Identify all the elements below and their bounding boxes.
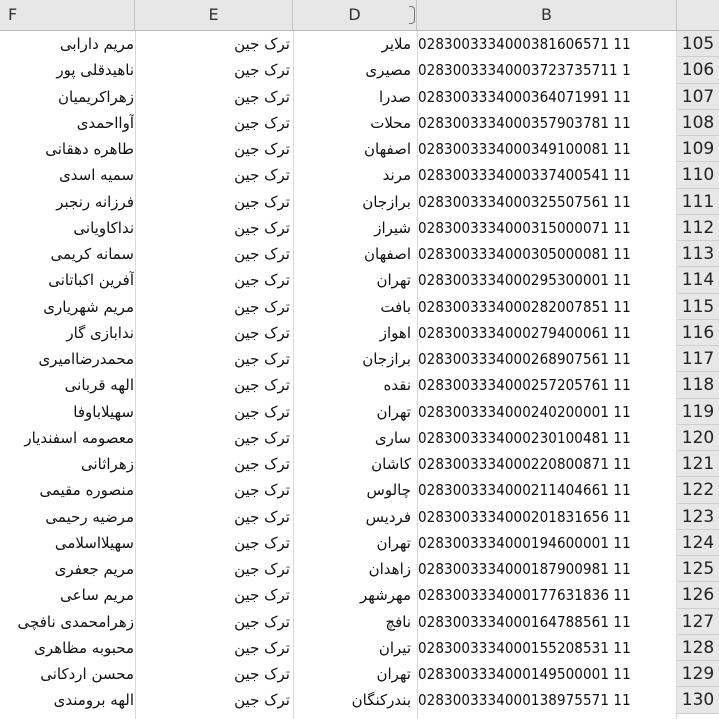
cell-code[interactable]: 0283003334000187900981 11	[418, 560, 631, 578]
cell-code[interactable]: 0283003334000381606571 11	[418, 35, 631, 53]
cell-code[interactable]: 0283003334000305000081 11	[418, 245, 631, 263]
cell-code[interactable]: 0283003334000325507561 11	[418, 192, 631, 211]
cell-city[interactable]: محلات	[370, 113, 411, 132]
cell-name[interactable]: الهه قربانی	[64, 376, 134, 395]
cell-code[interactable]: 0283003334000230100481 11	[418, 428, 631, 447]
cell-brand[interactable]: ترک جین	[234, 428, 290, 447]
cell-code[interactable]: 0283003334000177631836 11	[418, 586, 631, 605]
cell-code[interactable]: 0283003334000155208531 11	[418, 638, 631, 657]
table-row	[0, 530, 719, 556]
cell-city[interactable]: مرند	[382, 166, 411, 185]
cell-city[interactable]: مصیری	[365, 61, 411, 80]
cell-brand[interactable]: ترک جین	[234, 560, 290, 578]
table-row	[0, 189, 719, 215]
hidden-column-marker[interactable]	[409, 6, 415, 24]
table-row	[0, 372, 719, 398]
row-number[interactable]: 108	[677, 110, 719, 136]
cell-name[interactable]: زهراکریمیان	[58, 87, 134, 106]
cell-brand[interactable]: ترک جین	[234, 665, 290, 683]
cell-code[interactable]: 0283003334000201831656 11	[418, 507, 631, 526]
row-number[interactable]: 125	[677, 556, 719, 582]
cell-code[interactable]: 0283003334000295300001 11	[418, 271, 631, 290]
corner-header	[677, 0, 719, 30]
table-row	[0, 241, 719, 267]
cell-name[interactable]: محمدرضاامیری	[38, 350, 134, 368]
row-number[interactable]: 118	[677, 372, 719, 398]
cell-code[interactable]: 0283003334000282007851 11	[418, 297, 631, 316]
cell-name[interactable]: مریم جعفری	[54, 560, 134, 578]
cell-code[interactable]: 0283003334000164788561 11	[418, 612, 631, 631]
table-row	[0, 320, 719, 346]
cell-brand[interactable]: ترک جین	[234, 192, 290, 211]
table-row	[0, 162, 719, 188]
table-row	[0, 267, 719, 293]
cell-brand[interactable]: ترک جین	[234, 140, 290, 158]
cell-city[interactable]: اصفهان	[364, 245, 411, 263]
cell-name[interactable]: محبوبه مظاهری	[34, 638, 134, 657]
cell-city[interactable]: بافت	[380, 297, 411, 316]
table-row	[0, 294, 719, 320]
cell-name[interactable]: الهه برومندی	[53, 691, 134, 710]
table-row	[0, 215, 719, 241]
table-row	[0, 687, 719, 713]
cell-brand[interactable]: ترک جین	[234, 507, 290, 526]
cell-code[interactable]: 0283003334000194600001 11	[418, 533, 631, 552]
table-row	[0, 451, 719, 477]
table-row	[0, 635, 719, 661]
cell-brand[interactable]: ترک جین	[234, 376, 290, 395]
row-number[interactable]: 113	[677, 241, 719, 267]
row-number[interactable]: 127	[677, 609, 719, 635]
cell-code[interactable]: 0283003334000257205761 11	[418, 376, 631, 395]
cell-name[interactable]: فرزانه رنجبر	[56, 192, 134, 211]
row-number[interactable]: 130	[677, 687, 719, 713]
row-number[interactable]: 117	[677, 346, 719, 372]
cell-city[interactable]: نقده	[383, 376, 411, 395]
cell-name[interactable]: معصومه اسفندیار	[24, 428, 134, 447]
cell-city[interactable]: ساری	[374, 428, 411, 447]
row-number[interactable]: 116	[677, 320, 719, 346]
cell-city[interactable]: بندرکنگان	[351, 691, 411, 710]
table-row	[0, 477, 719, 503]
column-header-d[interactable]: D	[293, 0, 417, 30]
cell-name[interactable]: سهیلاباوفا	[73, 402, 134, 421]
table-row	[0, 136, 719, 162]
cell-city[interactable]: تهران	[376, 533, 411, 552]
cell-brand[interactable]: ترک جین	[234, 166, 290, 185]
cell-brand[interactable]: ترک جین	[234, 35, 290, 53]
row-number[interactable]: 129	[677, 661, 719, 687]
cell-code[interactable]: 0283003334000138975571 11	[418, 691, 631, 710]
cell-brand[interactable]: ترک جین	[234, 638, 290, 657]
cell-city[interactable]: صدرا	[378, 87, 411, 106]
cell-city[interactable]: تهران	[376, 402, 411, 421]
cell-name[interactable]: زهراثانی	[80, 455, 134, 473]
row-number[interactable]: 115	[677, 294, 719, 320]
row-number[interactable]: 121	[677, 451, 719, 477]
table-row	[0, 556, 719, 582]
row-number[interactable]: 106	[677, 57, 719, 83]
cell-brand[interactable]: ترک جین	[234, 87, 290, 106]
table-row	[0, 57, 719, 83]
cell-city[interactable]: تهران	[376, 271, 411, 290]
cell-code[interactable]: 02830033340003723735711 1	[418, 61, 631, 80]
cell-brand[interactable]: ترک جین	[234, 323, 290, 342]
cell-name[interactable]: سمانه کریمی	[50, 245, 134, 263]
cell-brand[interactable]: ترک جین	[234, 297, 290, 316]
cell-name[interactable]: زهرامحمدی نافچی	[17, 612, 134, 631]
cell-name[interactable]: آفرین اکباتانی	[48, 271, 134, 290]
cell-code[interactable]: 0283003334000240200001 11	[418, 402, 631, 421]
cell-city[interactable]: برازجان	[362, 350, 411, 368]
cell-brand[interactable]: ترک جین	[234, 245, 290, 263]
cell-city[interactable]: شیراز	[374, 218, 411, 237]
cell-city[interactable]: تهران	[376, 665, 411, 683]
row-number[interactable]: 123	[677, 504, 719, 530]
cell-name[interactable]: سمیه اسدی	[59, 166, 134, 185]
cell-city[interactable]: برازجان	[362, 192, 411, 211]
cell-code[interactable]: 0283003334000149500001 11	[418, 665, 631, 683]
cell-name[interactable]: منصوره مقیمی	[39, 481, 134, 500]
cell-code[interactable]: 0283003334000211404661 11	[418, 481, 631, 500]
row-number[interactable]: 119	[677, 399, 719, 425]
row-number[interactable]: 112	[677, 215, 719, 241]
cell-brand[interactable]: ترک جین	[234, 218, 290, 237]
cell-name[interactable]: آوااحمدی	[76, 113, 134, 132]
table-row	[0, 582, 719, 608]
row-number[interactable]: 114	[677, 267, 719, 293]
cell-name[interactable]: سهیلااسلامی	[54, 533, 134, 552]
cell-code[interactable]: 0283003334000364071991 11	[418, 87, 631, 106]
rows-container	[0, 31, 719, 714]
cell-brand[interactable]: ترک جین	[234, 271, 290, 290]
cell-city[interactable]: کاشان	[371, 455, 411, 473]
column-header-e[interactable]: E	[135, 0, 293, 30]
cell-code[interactable]: 0283003334000315000071 11	[418, 218, 631, 237]
cell-brand[interactable]: ترک جین	[234, 612, 290, 631]
column-header-bar	[0, 0, 719, 31]
column-header-b[interactable]: B	[417, 0, 677, 30]
table-row	[0, 609, 719, 635]
cell-name[interactable]: ناهیدقلی پور	[56, 61, 134, 80]
cell-code[interactable]: 0283003334000357903781 11	[418, 113, 631, 132]
cell-name[interactable]: نداکاویانی	[73, 218, 134, 237]
row-number[interactable]: 126	[677, 582, 719, 608]
table-row	[0, 84, 719, 110]
row-number[interactable]: 120	[677, 425, 719, 451]
row-number[interactable]: 109	[677, 136, 719, 162]
column-header-f[interactable]: F	[0, 0, 135, 30]
row-number[interactable]: 128	[677, 635, 719, 661]
cell-city[interactable]: اهواز	[379, 323, 411, 342]
row-number[interactable]: 111	[677, 189, 719, 215]
table-row	[0, 399, 719, 425]
row-number[interactable]: 124	[677, 530, 719, 556]
cell-city[interactable]: مهرشهر	[360, 586, 411, 605]
cell-city[interactable]: چالوس	[366, 481, 411, 500]
row-number[interactable]: 110	[677, 162, 719, 188]
cell-code[interactable]: 0283003334000268907561 11	[418, 350, 631, 368]
cell-brand[interactable]: ترک جین	[234, 481, 290, 500]
table-row	[0, 504, 719, 530]
cell-brand[interactable]: ترک جین	[234, 113, 290, 132]
row-number[interactable]: 105	[677, 31, 719, 57]
cell-name[interactable]: مرضیه رحیمی	[45, 507, 134, 526]
table-row	[0, 31, 719, 57]
table-row	[0, 110, 719, 136]
cell-city[interactable]: اصفهان	[364, 140, 411, 158]
cell-name[interactable]: محسن اردکانی	[40, 665, 134, 683]
cell-city[interactable]: زاهدان	[368, 560, 411, 578]
cell-name[interactable]: مریم دارابی	[59, 35, 134, 53]
cell-brand[interactable]: ترک جین	[234, 455, 290, 473]
row-number[interactable]: 107	[677, 84, 719, 110]
cell-code[interactable]: 0283003334000349100081 11	[418, 140, 631, 158]
cell-city[interactable]: نافچ	[385, 612, 411, 631]
cell-code[interactable]: 0283003334000220800871 11	[418, 455, 631, 473]
table-row	[0, 346, 719, 372]
table-row	[0, 425, 719, 451]
table-row	[0, 661, 719, 687]
cell-brand[interactable]: ترک جین	[234, 350, 290, 368]
cell-name[interactable]: طاهره دهقانی	[45, 140, 134, 158]
cell-city[interactable]: ملایر	[381, 35, 411, 53]
cell-brand[interactable]: ترک جین	[234, 691, 290, 710]
cell-brand[interactable]: ترک جین	[234, 533, 290, 552]
cell-name[interactable]: ندابازی گار	[66, 323, 134, 342]
cell-brand[interactable]: ترک جین	[234, 61, 290, 80]
cell-code[interactable]: 0283003334000279400061 11	[418, 323, 631, 342]
cell-brand[interactable]: ترک جین	[234, 586, 290, 605]
cell-name[interactable]: مریم شهریاری	[43, 297, 134, 316]
cell-code[interactable]: 0283003334000337400541 11	[418, 166, 631, 185]
row-number[interactable]: 122	[677, 477, 719, 503]
cell-name[interactable]: مریم ساعی	[60, 586, 134, 605]
cell-brand[interactable]: ترک جین	[234, 402, 290, 421]
cell-city[interactable]: فردیس	[365, 507, 411, 526]
cell-city[interactable]: تیران	[378, 638, 411, 657]
